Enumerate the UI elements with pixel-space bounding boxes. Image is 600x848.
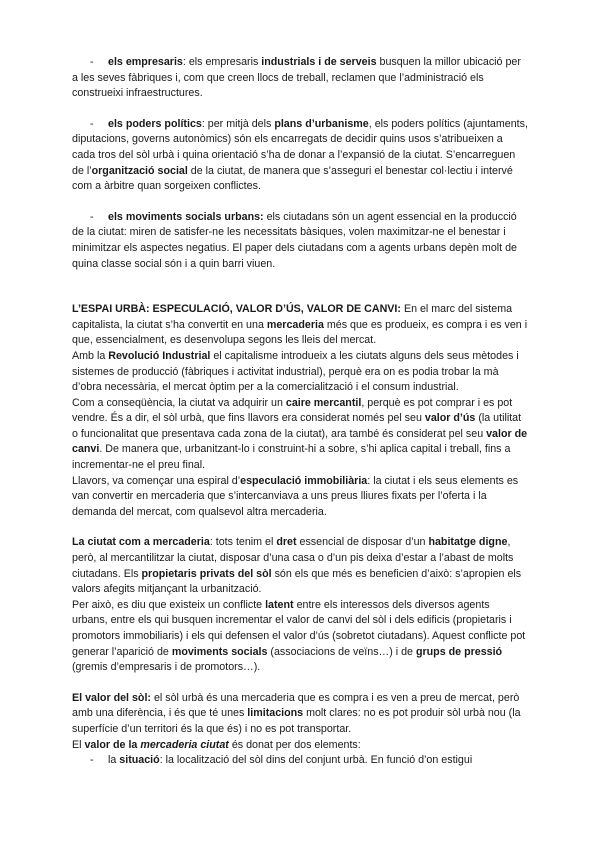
section-espai-urba <box>72 302 528 520</box>
paragraph <box>72 474 528 521</box>
bullet-dash: - <box>90 56 94 68</box>
text-run: : la localització del sòl dins del conjunt urbà. En funció d’on estigui <box>159 754 473 767</box>
bullet-dash: - <box>90 754 94 767</box>
bold-term: propietaris privats del sòl <box>141 567 272 580</box>
paragraph <box>72 396 528 474</box>
text-run: essencial de disposar d’un <box>296 536 429 549</box>
bold-term: plans d’urbanisme <box>274 117 369 130</box>
text-run: de la ciutat, de manera que s’asseguri el benestar col·lectiu i intervé com a àrbitre quan sorgeixen conflictes. <box>72 164 513 193</box>
text-run: busquen la millor ubicació per a les seves fàbriques i, com que creen llocs de treball, reclamen que l’administració els construeixi infraestructures. <box>72 56 521 100</box>
paragraph <box>72 738 528 754</box>
text-run: són els que més es beneficien d’això: s’apropien els valors afegits mitjançant la urbanització. <box>72 567 522 596</box>
bold-term: dret <box>276 536 297 549</box>
bullet-text <box>72 117 528 195</box>
bullet-item <box>72 117 528 195</box>
text-run: , els poders polítics (ajuntaments, diputacions, governs autonòmics) són els encarregats de decidir quins usos s’atribueixen a cada tros del sòl urbà i quina orientació s’ha de donar a l’expansió de la ciutat. S’encarreguen de l’ <box>72 117 528 177</box>
bold-term: valor de canvi <box>72 427 528 456</box>
bullet-text <box>72 210 528 272</box>
bold-term: valor de la <box>84 738 141 751</box>
text-run: Com a conseqüència, la ciutat va adquirir un <box>72 396 286 409</box>
bold-term: organització social <box>91 164 188 177</box>
paragraph <box>72 535 528 597</box>
bold-term: industrials i de serveis <box>261 56 377 68</box>
text-run: (la utilitat o funcionalitat que presentava cada zona de la ciutat), ara també és considerat pel seu <box>72 412 522 440</box>
paragraph <box>72 598 528 676</box>
bullet-item <box>72 210 528 272</box>
text-run: En el marc del sistema capitalista, la ciutat s’ha convertit en una <box>72 303 513 331</box>
bold-term: mercaderia <box>266 318 324 331</box>
bold-term: limitacions <box>247 707 304 720</box>
section-valor-sol <box>72 691 528 753</box>
paragraph <box>72 302 528 349</box>
bold-term: El valor del sòl: <box>72 691 151 704</box>
document-page <box>72 55 528 769</box>
bold-term: habitatge digne <box>428 536 508 549</box>
text-run: els ciutadans són un agent essencial en la producció de la ciutat: miren de satisfer-ne les necessitats bàsiques, volen maximitzar-ne el benestar i minimitzar els aspectes negatius. El paper dels ciutadans com a agents urbans depèn molt de quina classe social són i a quin barri viuen. <box>72 210 517 270</box>
text-run: més que es produeix, es compra i es ven i que, essencialment, es desenvolupa segons les lleis del mercat. <box>72 318 528 347</box>
bold-term: grups de pressió <box>415 645 503 658</box>
bold-term: Revolució Industrial <box>108 349 211 362</box>
text-run: : la ciutat i els seus elements es van convertir en mercaderia que s’intercanviava a uns preus lliures fixats per l’oferta i la demanda del mercat, com qualsevol altra mercaderia. <box>72 474 519 518</box>
bullet-text <box>108 753 528 769</box>
bold-term: els empresaris <box>108 56 183 68</box>
text-run: (gremis d’empresaris i de promotors…). <box>72 661 261 674</box>
text-run: Amb la <box>72 349 109 362</box>
paragraph <box>72 691 528 738</box>
text-run: , però, al mercantilitzar la ciutat, disposar d’una casa o d’un pis deixa d’estar a l’abast de molts ciutadans. Els <box>72 536 514 580</box>
text-run: : els empresaris <box>182 56 262 68</box>
agents-list <box>72 55 528 272</box>
bullet-dash: - <box>90 117 94 130</box>
text-run: mercaderia ciutat <box>140 738 229 751</box>
bold-term: valor d’ús <box>424 412 476 425</box>
text-run: el capitalisme introdueix a les ciutats alguns dels seus mètodes i sistemes de producció (fàbriques i activitat industrial), perquè era on es podia trobar la mà d’obra necessària, el mercat òptim per a la comercialització i el consum industrial. <box>72 349 519 394</box>
text-run: El <box>72 738 85 751</box>
bold-term: situació <box>119 754 160 767</box>
text-run: . De manera que, urbanitzant-lo i construint-hi a sobre, s’hi aplica capital i treball, fins a incrementar-ne el preu final. <box>72 443 511 472</box>
text-run: (associacions de veïns…) i de <box>267 645 416 658</box>
bullet-item <box>72 753 528 769</box>
text-run: entre els interessos dels diversos agents urbans, entre els qui busquen incrementar el valor de canvi del sòl i dels edificis (propietaris i promotors immobiliaris) i els qui defensen el valor d’ús (sobretot ciutadans). Aquest conflicte pot generar l’aparició de <box>72 598 526 658</box>
bold-term <box>140 739 229 751</box>
text-run: el sòl urbà és una mercaderia que es compra i es ven a preu de mercat, però amb una diferència, i és que té unes <box>72 691 520 720</box>
bold-term: La ciutat com a mercaderia <box>72 536 210 549</box>
valor-elements-list <box>72 753 528 769</box>
paragraph <box>72 349 528 396</box>
text-run: : per mitjà dels <box>201 117 275 130</box>
bullet-dash: - <box>90 210 94 223</box>
bullet-item <box>72 55 528 102</box>
text-run: és donat per dos elements: <box>228 738 361 751</box>
bold-term: L’ESPAI URBÀ: ESPECULACIÓ, VALOR D’ÚS, VALOR DE CANVI: <box>72 303 401 316</box>
bold-term: especulació immobiliària <box>240 474 368 487</box>
section-ciutat-mercaderia <box>72 535 528 675</box>
text-run: la <box>108 754 120 767</box>
bold-term: latent <box>265 598 294 611</box>
text-run: : tots tenim el <box>209 536 277 549</box>
text-run: molt clares: no es pot produir sòl urbà nou (la superfície d’un territori és la que és) i no es pot transportar. <box>72 707 521 735</box>
text-run: , perquè es pot comprar i es pot vendre. És a dir, el sòl urbà, que fins llavors era considerat només pel seu <box>72 396 513 425</box>
bullet-text <box>72 55 528 102</box>
text-run: Llavors, va començar una espiral d’ <box>72 474 241 487</box>
bold-term: caire mercantil <box>285 396 362 409</box>
bold-term: els poders polítics <box>108 117 202 130</box>
bold-term: moviments socials <box>171 645 268 658</box>
bold-term: els moviments socials urbans: <box>108 210 264 223</box>
text-run: Per això, es diu que existeix un conflicte <box>72 598 266 611</box>
